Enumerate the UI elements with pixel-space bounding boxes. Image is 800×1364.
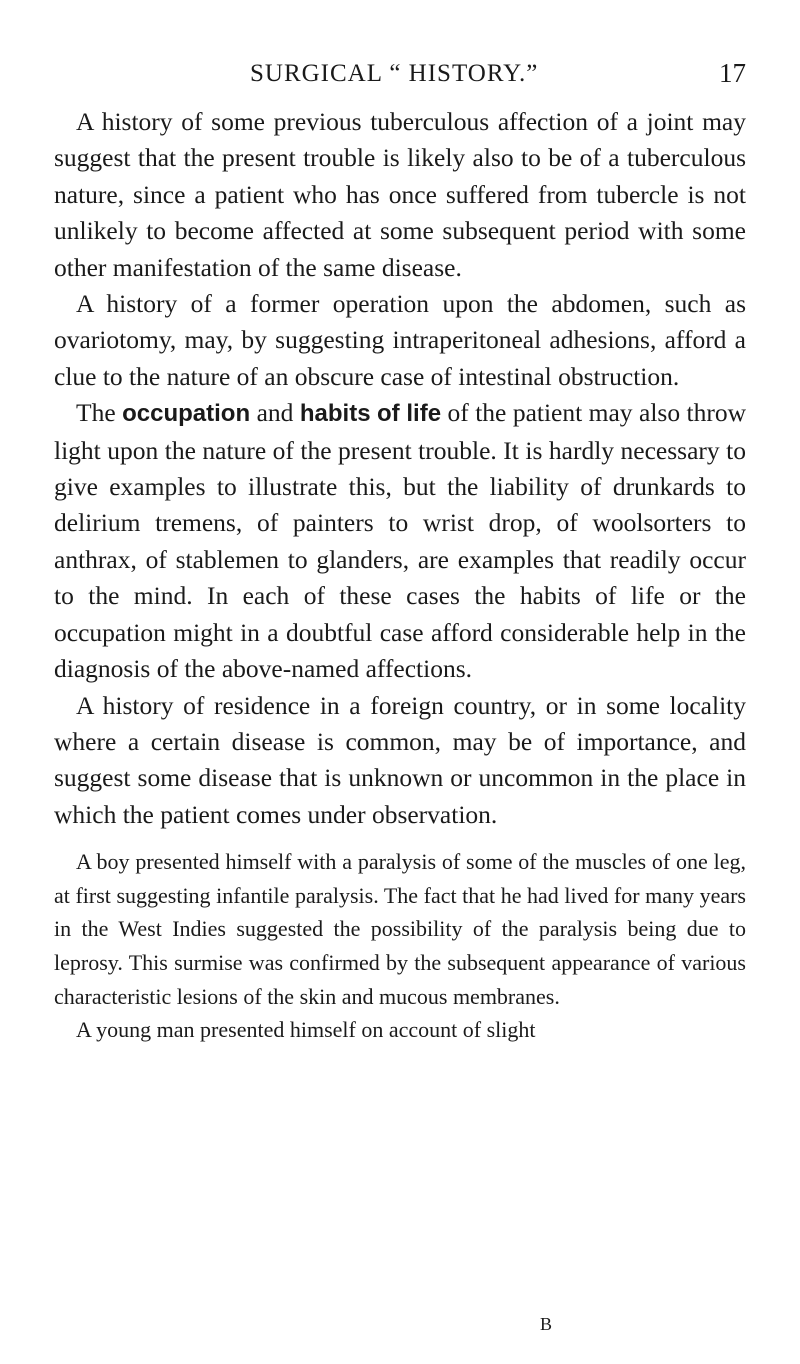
body-text [54,104,746,1047]
case-text: A boy presented himself with a paralysis of some of the muscles of one leg, at first suggesting infantile paralysis. The fact that he had lived for many years in the West Indies suggested the possibility of the paralysis being due to leprosy. This surmise was confirmed by the subsequent appearance of various characteristic lesions of the skin and mucous membranes. [54,849,746,1009]
running-title: SURGICAL “ HISTORY.” [250,60,539,87]
paragraph-text: A history of a former operation upon the abdomen, such as ovariotomy, may, by suggesting intraperitoneal adhesions, afford a clue to the nature of an obscure case of intestinal obstruction. [54,289,746,391]
case-example-young-man [54,1013,746,1047]
paragraph-occupation-habits [54,395,746,687]
case-example-leprosy [54,845,746,1013]
paragraph-residence-history [54,688,746,834]
paragraph-text: of the patient may also throw light upon the nature of the present trouble. It is hardly necessary to give examples to illustrate this, but the liability of drunkards to delirium tremens, of painters to wrist drop, of woolsorters to anthrax, of stablemen to glanders, are examples that readily occur to the mind. In each of these cases the habits of life or the occupation might in a doubtful case afford considerable help in the diagnosis of the above-named affections. [54,398,747,684]
paragraph-lead: The [76,398,116,428]
case-text: A young man presented himself on account of slight [76,1017,536,1043]
bold-term-of-life: of life [377,400,442,428]
bold-term-habits: habits [299,400,371,428]
bold-term-occupation: occupation [122,400,251,428]
paragraph-text: A history of residence in a foreign country, or in some locality where a certain disease is common, may be of importance, and suggest some disease that is unknown or uncommon in the place in which the patient comes under observation. [54,690,746,829]
paragraph-tuberculous-history [54,104,746,286]
section-gap [54,833,746,845]
running-head [54,60,746,100]
paragraph-text: A history of some previous tuberculous affection of a joint may suggest that the present trouble is likely also to be of a tuberculous nature, since a patient who has once suffered from tubercle is not unlikely to become affected at some subsequent period with some other manifestation of the same disease. [54,107,746,282]
page-number: 17 [719,58,746,88]
signature-mark: B [540,1314,553,1334]
paragraph-connector: and [256,398,294,428]
paragraph-operation-history [54,286,746,395]
